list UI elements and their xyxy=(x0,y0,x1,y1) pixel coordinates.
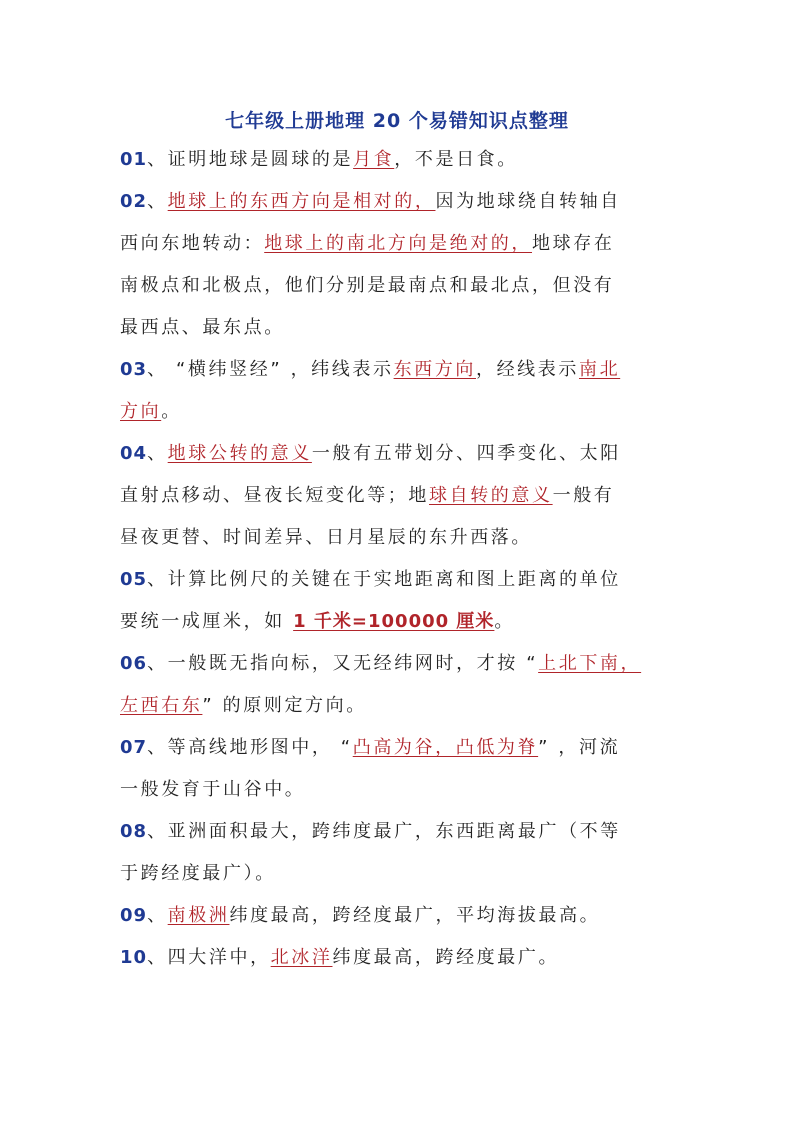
highlight-text: 地球上的南北方向是绝对的， xyxy=(264,233,533,254)
item-text: 因为地球绕自转轴自 xyxy=(435,191,621,212)
item-separator: 、 xyxy=(147,905,168,926)
item-02-line-4 xyxy=(120,316,700,340)
highlight-text: 月食 xyxy=(353,149,395,170)
item-number: 07 xyxy=(120,737,148,758)
item-text: 。 xyxy=(161,401,182,422)
item-text: 一般有五带划分、四季变化、太阳 xyxy=(311,443,621,464)
item-text: 一般有 xyxy=(552,485,615,506)
item-number: 05 xyxy=(120,569,148,590)
item-08-line-2 xyxy=(120,862,700,886)
item-text: 最西点、最东点。 xyxy=(120,317,285,338)
item-separator: 、 xyxy=(147,737,168,758)
item-separator: 、 xyxy=(147,653,168,674)
item-text: ” ，河流 xyxy=(538,737,621,758)
highlight-text: 地球公转的意义 xyxy=(167,443,312,464)
highlight-text: 球自转的意义 xyxy=(429,485,553,506)
item-number: 09 xyxy=(120,905,148,926)
item-text: 纬度最高，跨经度最广。 xyxy=(332,947,560,968)
item-text: 于跨经度最广）。 xyxy=(120,863,276,884)
item-01-line-1 xyxy=(120,148,700,172)
item-text: 直射点移动、昼夜长短变化等；地 xyxy=(120,485,429,506)
item-text: ” 的原则定方向。 xyxy=(202,695,367,716)
item-number: 06 xyxy=(120,653,148,674)
item-10-line-1 xyxy=(120,946,700,970)
item-06-line-1 xyxy=(120,652,700,676)
item-text: 南极点和北极点，他们分别是最南点和最北点，但没有 xyxy=(120,275,615,296)
highlight-text: 北冰洋 xyxy=(270,947,333,968)
item-number: 08 xyxy=(120,821,148,842)
highlight-text: 凸高为谷，凸低为脊 xyxy=(352,737,539,758)
item-07-line-2 xyxy=(120,778,700,802)
item-separator: 、 xyxy=(147,569,168,590)
item-08-line-1 xyxy=(120,820,700,844)
item-02-line-3 xyxy=(120,274,700,298)
highlight-text: 地球上的东西方向是相对的， xyxy=(167,191,436,212)
item-text: “横纬竖经” ，纬线表示 xyxy=(167,359,394,380)
item-number: 10 xyxy=(120,947,148,968)
item-separator: 、 xyxy=(147,821,168,842)
highlight-text: 方向 xyxy=(120,401,162,422)
item-text: 纬度最高，跨经度最广，平均海拔最高。 xyxy=(229,905,601,926)
item-text: 计算比例尺的关键在于实地距离和图上距离的单位 xyxy=(167,569,621,590)
item-06-line-2 xyxy=(120,694,700,718)
item-07-line-1 xyxy=(120,736,700,760)
item-number: 02 xyxy=(120,191,148,212)
item-05-line-2 xyxy=(120,610,700,634)
item-number: 01 xyxy=(120,149,148,170)
highlight-text: 南北 xyxy=(578,359,621,380)
item-text: 一般发育于山谷中。 xyxy=(120,779,306,800)
item-09-line-1 xyxy=(120,904,700,928)
item-03-line-2 xyxy=(120,400,700,424)
item-separator: 、 xyxy=(147,191,168,212)
item-separator: 、 xyxy=(147,359,168,380)
item-text: 证明地球是圆球的是 xyxy=(167,149,354,170)
item-text: 昼夜更替、时间差异、日月星辰的东升西落。 xyxy=(120,527,532,548)
item-text: 要统一成厘米，如 xyxy=(120,611,294,632)
item-text: 一般既无指向标，又无经纬网时，才按 “ xyxy=(167,653,539,674)
item-04-line-1 xyxy=(120,442,700,466)
item-text: ，经线表示 xyxy=(475,359,579,380)
item-02-line-1 xyxy=(120,190,700,214)
item-number: 03 xyxy=(120,359,148,380)
item-separator: 、 xyxy=(147,443,168,464)
item-text: 西向东地转动： xyxy=(120,233,265,254)
item-separator: 、 xyxy=(147,149,168,170)
item-number: 04 xyxy=(120,443,148,464)
page-title: 七年级上册地理 20 个易错知识点整理 xyxy=(225,110,569,132)
item-text: 等高线地形图中， “ xyxy=(167,737,353,758)
item-04-line-2 xyxy=(120,484,700,508)
item-text: 地球存在 xyxy=(532,233,615,254)
item-05-line-1 xyxy=(120,568,700,592)
item-04-line-3 xyxy=(120,526,700,550)
item-text: ，不是日食。 xyxy=(394,149,518,170)
item-text: 四大洋中， xyxy=(167,947,271,968)
highlight-text: 1 千米=100000 厘米 xyxy=(293,611,495,632)
item-03-line-1 xyxy=(120,358,700,382)
item-text: 亚洲面积最大，跨纬度最广，东西距离最广（不等 xyxy=(167,821,621,842)
highlight-text: 上北下南， xyxy=(538,653,642,674)
item-text: 。 xyxy=(494,611,516,632)
highlight-text: 南极洲 xyxy=(167,905,230,926)
highlight-text: 东西方向 xyxy=(393,359,476,380)
item-02-line-2 xyxy=(120,232,700,256)
item-separator: 、 xyxy=(147,947,168,968)
highlight-text: 左西右东 xyxy=(120,695,203,716)
